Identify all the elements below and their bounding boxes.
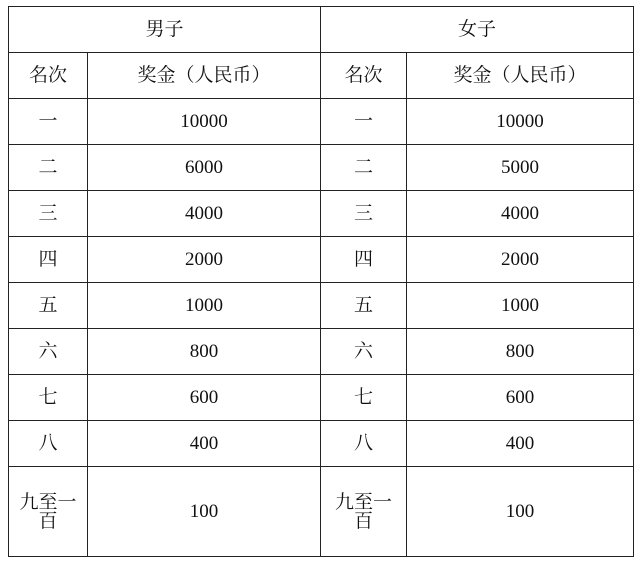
- women-prize-cell: 10000: [407, 99, 634, 145]
- group-header-row: [9, 7, 634, 53]
- rank-line-2: 百: [354, 509, 374, 532]
- men-rank-cell: 七: [9, 375, 88, 421]
- women-prize-cell: 5000: [407, 145, 634, 191]
- women-rank-cell: 六: [321, 329, 407, 375]
- women-prize-cell: 2000: [407, 237, 634, 283]
- men-prize-cell: 4000: [88, 191, 321, 237]
- table-row: [9, 191, 634, 237]
- women-prize-cell: 1000: [407, 283, 634, 329]
- rank-line-2: 百: [38, 509, 58, 532]
- men-rank-header: 名次: [9, 53, 88, 99]
- men-prize-cell: 800: [88, 329, 321, 375]
- table-row: [9, 99, 634, 145]
- women-prize-cell: 4000: [407, 191, 634, 237]
- men-rank-cell: 六: [9, 329, 88, 375]
- men-rank-cell: 五: [9, 283, 88, 329]
- men-rank-cell: 三: [9, 191, 88, 237]
- men-prize-cell: 10000: [88, 99, 321, 145]
- rank-line-1: 九至一: [335, 490, 393, 513]
- women-prize-cell: 400: [407, 421, 634, 467]
- men-rank-cell: 四: [9, 237, 88, 283]
- table-row: [9, 375, 634, 421]
- women-rank-cell: [321, 467, 407, 557]
- women-group-header: 女子: [321, 7, 634, 53]
- men-prize-header: 奖金（人民币）: [88, 53, 321, 99]
- women-rank-cell: 八: [321, 421, 407, 467]
- men-prize-cell: 2000: [88, 237, 321, 283]
- table-row: [9, 237, 634, 283]
- table-row: [9, 283, 634, 329]
- women-prize-cell: 600: [407, 375, 634, 421]
- men-rank-cell: 一: [9, 99, 88, 145]
- women-rank-cell: 四: [321, 237, 407, 283]
- men-prize-cell: 100: [88, 467, 321, 557]
- men-prize-cell: 6000: [88, 145, 321, 191]
- women-rank-cell: 三: [321, 191, 407, 237]
- table-row: [9, 421, 634, 467]
- women-rank-cell: 一: [321, 99, 407, 145]
- prize-table: [8, 6, 634, 557]
- men-group-header: 男子: [9, 7, 321, 53]
- women-rank-cell: 五: [321, 283, 407, 329]
- men-prize-cell: 1000: [88, 283, 321, 329]
- table-row: [9, 329, 634, 375]
- men-rank-cell: 八: [9, 421, 88, 467]
- rank-line-1: 九至一: [19, 490, 77, 513]
- table-row: [9, 467, 634, 557]
- men-rank-cell: 二: [9, 145, 88, 191]
- women-prize-header: 奖金（人民币）: [407, 53, 634, 99]
- men-prize-cell: 400: [88, 421, 321, 467]
- table-row: [9, 145, 634, 191]
- women-prize-cell: 800: [407, 329, 634, 375]
- men-rank-cell: [9, 467, 88, 557]
- men-prize-cell: 600: [88, 375, 321, 421]
- women-rank-cell: 二: [321, 145, 407, 191]
- women-rank-cell: 七: [321, 375, 407, 421]
- column-header-row: [9, 53, 634, 99]
- women-rank-header: 名次: [321, 53, 407, 99]
- women-prize-cell: 100: [407, 467, 634, 557]
